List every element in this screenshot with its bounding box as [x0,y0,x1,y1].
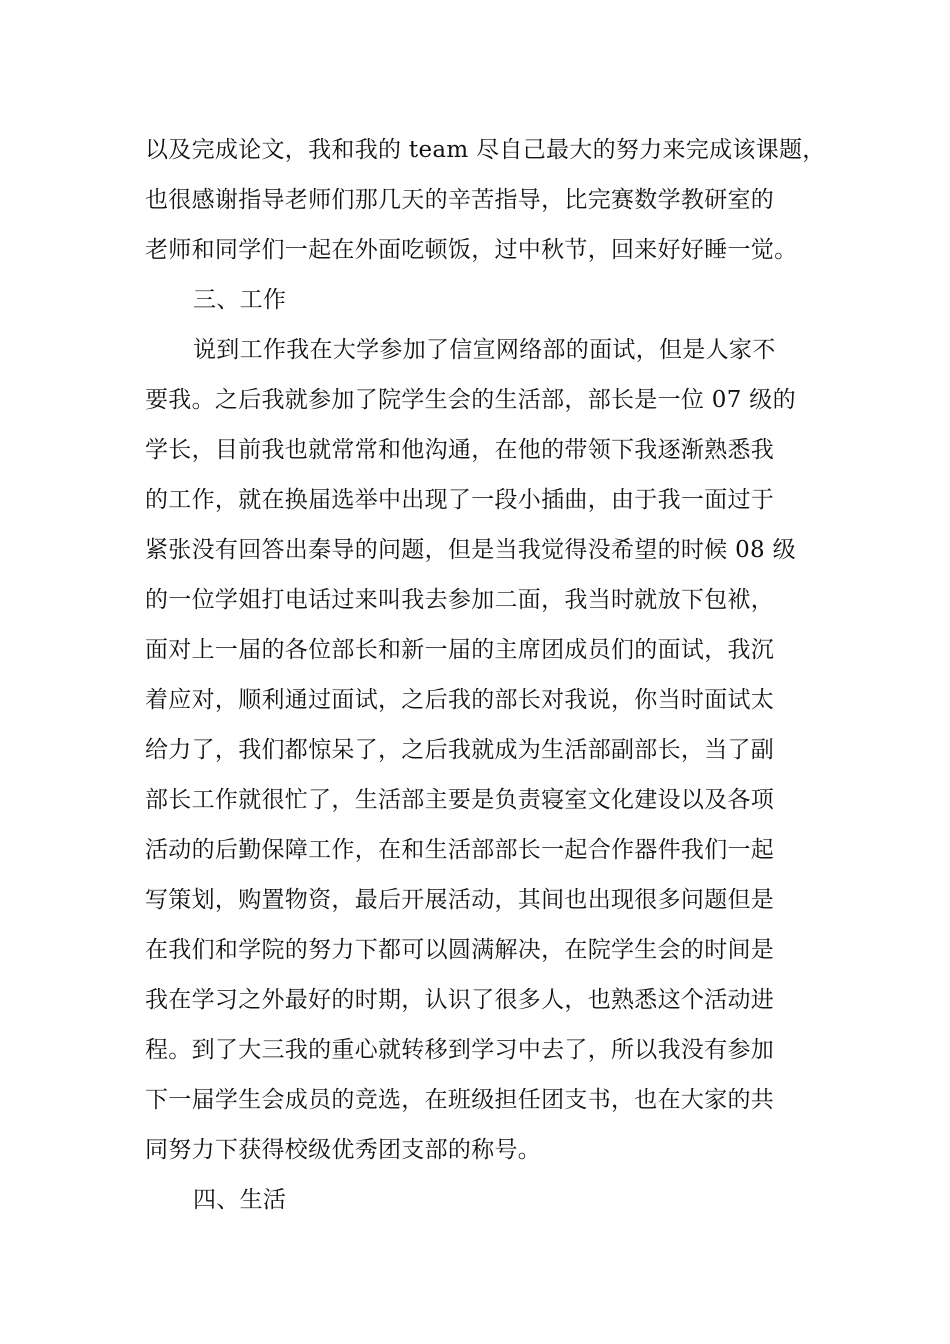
body-text-line: 活动的后勤保障工作，在和生活部部长一起合作器件我们一起 [145,837,775,863]
body-text-line: 下一届学生会成员的竞选，在班级担任团支书，也在大家的共 [145,1087,775,1113]
body-text-line: 老师和同学们一起在外面吃顿饭，过中秋节，回来好好睡一觉。 [145,237,798,263]
body-text-line: 我在学习之外最好的时期，认识了很多人，也熟悉这个活动进 [145,987,775,1013]
body-text-line: 程。到了大三我的重心就转移到学习中去了，所以我没有参加 [145,1037,775,1063]
body-text-line: 部长工作就很忙了，生活部主要是负责寝室文化建设以及各项 [145,787,775,813]
section-heading-work: 三、工作 [193,287,287,313]
body-text-line: 学长，目前我也就常常和他沟通，在他的带领下我逐渐熟悉我 [145,437,775,463]
body-text-line: 给力了，我们都惊呆了，之后我就成为生活部副部长，当了副 [145,737,775,763]
body-text-line: 以及完成论文，我和我的 team 尽自己最大的努力来完成该课题， [145,137,826,163]
body-text-line: 要我。之后我就参加了院学生会的生活部，部长是一位 07 级的 [145,387,796,413]
body-text-line: 紧张没有回答出秦导的问题，但是当我觉得没希望的时候 08 级 [145,537,796,563]
body-text-line: 也很感谢指导老师们那几天的辛苦指导，比完赛数学教研室的 [145,187,775,213]
body-text-line: 着应对，顺利通过面试，之后我的部长对我说，你当时面试太 [145,687,775,713]
body-text-line: 写策划，购置物资，最后开展活动，其间也出现很多问题但是 [145,887,775,913]
body-text-line: 的工作，就在换届选举中出现了一段小插曲，由于我一面过于 [145,487,775,513]
section-heading-life: 四、生活 [193,1187,287,1213]
body-text-line: 面对上一届的各位部长和新一届的主席团成员们的面试，我沉 [145,637,775,663]
body-text-line: 在我们和学院的努力下都可以圆满解决，在院学生会的时间是 [145,937,775,963]
body-text-line: 同努力下获得校级优秀团支部的称号。 [145,1137,542,1163]
body-text-line: 的一位学姐打电话过来叫我去参加二面，我当时就放下包袱， [145,587,775,613]
paragraph-first-line: 说到工作我在大学参加了信宣网络部的面试，但是人家不 [193,337,776,363]
